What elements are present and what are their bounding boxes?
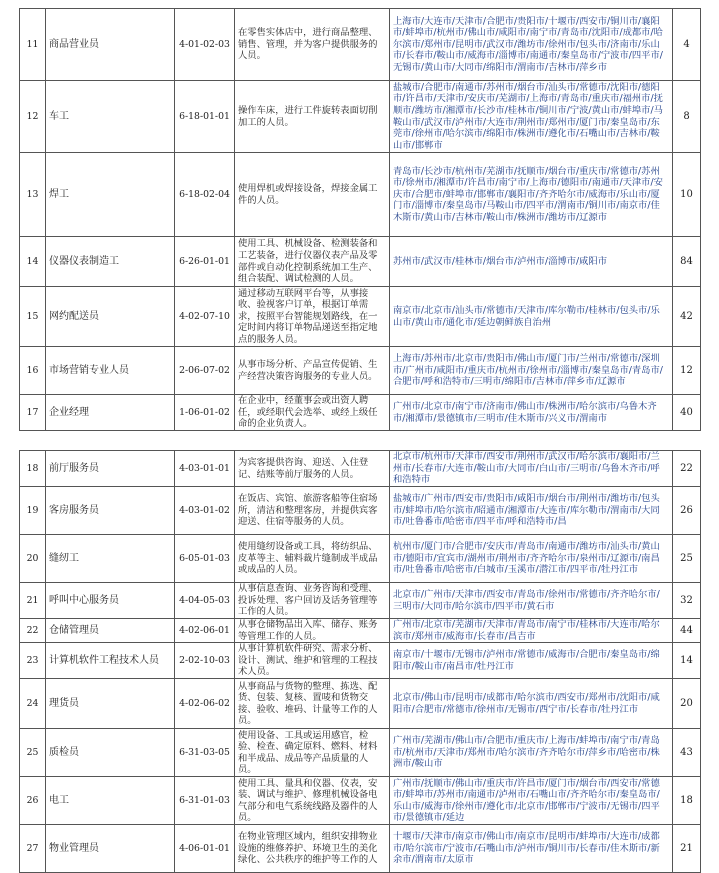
occupation-description: 从事仓储物品出入库、储存、账务等管理工作的人员。	[235, 619, 390, 643]
city-list: 盐城市/合肥市/南通市/苏州市/烟台市/汕头市/常德市/沈阳市/德阳市/许昌市/天津市/安庆市/芜湖市/上海市/青岛市/重庆市/福州市/抚顺市/潍坊市/湘潭市/长沙市/桂林市/铜川市/宁波/黄山市/蚌埠市/马鞍山市/武汉市/泸州市/大连市/荆州市/郑州市/厦门市/秦皇岛市/东莞市/徐州市/哈尔滨市/绵阳市/株洲市/遵化市/石嘴山市/吉林市/鞍山市/邯郸市	[390, 81, 673, 153]
city-list: 北京市/广州市/天津市/西安市/青岛市/徐州市/常德市/齐齐哈尔市/三明市/大同市/哈尔滨市/四平市/黄石市	[390, 583, 673, 619]
row-number: 16	[20, 347, 46, 395]
city-list: 青岛市/长沙市/杭州市/芜湖市/抚顺市/烟台市/重庆市/常德市/苏州市/徐州市/湘潭市/许昌市/南宁市/上海市/德阳市/南通市/天津市/安庆市/合肥市/蚌埠市/邯郸市/襄阳市/齐齐哈尔市/威海市/乐山市/厦门市/淄博市/秦皇岛市/马鞍山市/四平市/渭南市/铜川市/南京市/佳木斯市/黄山市/吉林市/鞍山市/株洲市/潍坊市/辽源市	[390, 153, 673, 237]
occupation-code: 4-03-01-01	[175, 451, 235, 487]
row-number: 18	[20, 451, 46, 487]
city-list: 盐城市/广州市/西安市/贵阳市/咸阳市/烟台市/荆州市/潍坊市/包头市/蚌埠市/哈尔滨市/昭通市/湘潭市/大连市/库尔勒市/渭南市/大同市/吐鲁番市/哈密市/四平市/呼和浩特市/昌	[390, 487, 673, 535]
table-row	[20, 619, 701, 643]
job-table-bottom	[19, 450, 701, 873]
row-number: 11	[20, 9, 46, 81]
demand-count: 18	[673, 777, 701, 825]
occupation-description: 通过移动互联网平台等，从事接收、验视客户订单，根据订单需求，按照平台智能规划路线，在一定时间内将订单物品递送至指定地点的服务人员。	[235, 287, 390, 347]
row-number: 17	[20, 395, 46, 431]
demand-count: 40	[673, 395, 701, 431]
occupation-name: 物业管理员	[46, 825, 175, 873]
table-row	[20, 643, 701, 679]
occupation-name: 企业经理	[46, 395, 175, 431]
occupation-name: 车工	[46, 81, 175, 153]
occupation-code: 4-01-02-03	[175, 9, 235, 81]
table-row	[20, 237, 701, 287]
table-row	[20, 535, 701, 583]
city-list: 上海市/大连市/天津市/合肥市/贵阳市/十堰市/西安市/铜川市/襄阳市/蚌埠市/杭州市/佛山市/咸阳市/南宁市/青岛市/沈阳市/成都市/哈尔滨市/郑州市/昆明市/武汉市/潍坊市/徐州市/包头市/济南市/乐山市/长春市/鞍山市/威海市/淄博市/南通市/秦皇岛市/宁波市/四平市/无锡市/黄山市/大同市/绵阳市/渭南市/吉林市/萍乡市	[390, 9, 673, 81]
occupation-description: 从事信息查询、业务咨询和受理、投诉处理、客户回访及话务管理等工作的人员。	[235, 583, 390, 619]
occupation-name: 客房服务员	[46, 487, 175, 535]
table-row	[20, 583, 701, 619]
occupation-code: 6-05-01-03	[175, 535, 235, 583]
row-number: 27	[20, 825, 46, 873]
city-list: 苏州市/武汉市/桂林市/烟台市/泸州市/淄博市/咸阳市	[390, 237, 673, 287]
demand-count: 10	[673, 153, 701, 237]
occupation-description: 在物业管理区域内，组织安排物业设施的维修养护、环境卫生的美化绿化、公共秩序的维护等工作的人	[235, 825, 390, 873]
table-row	[20, 287, 701, 347]
demand-count: 42	[673, 287, 701, 347]
city-list: 北京市/杭州市/天津市/西安市/荆州市/武汉市/哈尔滨市/襄阳市/兰州市/长春市/大连市/鞍山市/大同市/白山市/三明市/乌鲁木齐市/呼和浩特市	[390, 451, 673, 487]
occupation-description: 从事计算机软件研究、需求分析、设计、测试、维护和管理的工程技术人员。	[235, 643, 390, 679]
city-list: 广州市/芜湖市/佛山市/合肥市/重庆市/上海市/蚌埠市/南宁市/青岛市/杭州市/天津市/郑州市/哈尔滨市/齐齐哈尔市/萍乡市/哈密市/株洲市/鞍山市	[390, 729, 673, 777]
row-number: 20	[20, 535, 46, 583]
occupation-name: 理货员	[46, 679, 175, 729]
row-number: 12	[20, 81, 46, 153]
occupation-name: 计算机软件工程技术人员	[46, 643, 175, 679]
demand-count: 12	[673, 347, 701, 395]
demand-count: 20	[673, 679, 701, 729]
occupation-description: 为宾客提供咨询、迎送、入住登记、结账等前厅服务的人员。	[235, 451, 390, 487]
demand-count: 26	[673, 487, 701, 535]
city-list: 广州市/北京市/芜湖市/天津市/青岛市/南宁市/桂林市/大连市/哈尔滨市/郑州市/威海市/长春市/昌吉市	[390, 619, 673, 643]
occupation-description: 从事商品与货物的整理、拣选、配货、包装、复核、置唛和货物交接、验收、堆码、计量等工作的人员。	[235, 679, 390, 729]
table-row	[20, 347, 701, 395]
city-list: 杭州市/厦门市/合肥市/安庆市/青岛市/南通市/潍坊市/汕头市/黄山市/德阳市/宜宾市/湖州市/荆州市/齐齐哈尔市/泉州市/辽源市/南昌市/吐鲁番市/哈密市/白城市/玉溪市/潜江市/四平市/牡丹江市	[390, 535, 673, 583]
demand-count: 32	[673, 583, 701, 619]
occupation-name: 电工	[46, 777, 175, 825]
city-list: 南京市/十堰市/无锡市/泸州市/常德市/威海市/合肥市/秦皇岛市/绵阳市/鞍山市/南昌市/牡丹江市	[390, 643, 673, 679]
table-row	[20, 9, 701, 81]
row-number: 21	[20, 583, 46, 619]
occupation-description: 使用工具、量具和仪器、仪表，安装、调试与维护、修理机械设备电气部分和电气系统线路及器件的人员。	[235, 777, 390, 825]
occupation-code: 4-02-07-10	[175, 287, 235, 347]
table-row	[20, 451, 701, 487]
row-number: 26	[20, 777, 46, 825]
occupation-code: 6-18-02-04	[175, 153, 235, 237]
demand-count: 14	[673, 643, 701, 679]
occupation-code: 1-06-01-02	[175, 395, 235, 431]
occupation-description: 从事市场分析、产品宣传促销、生产经营决策咨询服务的专业人员。	[235, 347, 390, 395]
occupation-code: 4-02-06-02	[175, 679, 235, 729]
table-row	[20, 395, 701, 431]
city-list: 北京市/佛山市/昆明市/成都市/哈尔滨市/西安市/郑州市/沈阳市/咸阳市/合肥市/常德市/徐州市/无锡市/西宁市/长春市/牡丹江市	[390, 679, 673, 729]
occupation-code: 4-02-06-01	[175, 619, 235, 643]
table-row	[20, 679, 701, 729]
demand-count: 21	[673, 825, 701, 873]
demand-count: 44	[673, 619, 701, 643]
occupation-code: 6-26-01-01	[175, 237, 235, 287]
occupation-name: 焊工	[46, 153, 175, 237]
row-number: 14	[20, 237, 46, 287]
occupation-name: 呼叫中心服务员	[46, 583, 175, 619]
job-table-top	[19, 8, 701, 431]
demand-count: 8	[673, 81, 701, 153]
occupation-name: 前厅服务员	[46, 451, 175, 487]
occupation-name: 市场营销专业人员	[46, 347, 175, 395]
occupation-code: 4-06-01-01	[175, 825, 235, 873]
table-row	[20, 153, 701, 237]
occupation-code: 2-06-07-02	[175, 347, 235, 395]
table-row	[20, 81, 701, 153]
occupation-description: 操作车床，进行工件旋转表面切削加工的人员。	[235, 81, 390, 153]
demand-count: 43	[673, 729, 701, 777]
table-row	[20, 825, 701, 873]
occupation-code: 4-04-05-03	[175, 583, 235, 619]
occupation-code: 6-18-01-01	[175, 81, 235, 153]
city-list: 广州市/北京市/南宁市/济南市/佛山市/株洲市/哈尔滨市/乌鲁木齐市/湘潭市/景德镇市/三明市/佳木斯市/兴义市/渭南市	[390, 395, 673, 431]
table-row	[20, 487, 701, 535]
city-list: 上海市/苏州市/北京市/贵阳市/佛山市/厦门市/兰州市/常德市/深圳市/广州市/咸阳市/重庆市/杭州市/徐州市/淄博市/秦皇岛市/青岛市/合肥市/呼和浩特市/三明市/绵阳市/吉林市/萍乡市/辽源市	[390, 347, 673, 395]
row-number: 25	[20, 729, 46, 777]
occupation-code: 6-31-03-05	[175, 729, 235, 777]
row-number: 22	[20, 619, 46, 643]
demand-count: 25	[673, 535, 701, 583]
row-number: 19	[20, 487, 46, 535]
table-row	[20, 777, 701, 825]
occupation-code: 4-03-01-02	[175, 487, 235, 535]
row-number: 15	[20, 287, 46, 347]
occupation-code: 2-02-10-03	[175, 643, 235, 679]
occupation-description: 使用工具、机械设备、检测装备和工艺装备，进行仪器仪表产品及零部件或自动化控制系统加工生产、组合装配、调试检测的人员。	[235, 237, 390, 287]
occupation-name: 网约配送员	[46, 287, 175, 347]
row-number: 23	[20, 643, 46, 679]
occupation-description: 在饭店、宾馆、旅游客船等住宿场所，清洁和整理客房，并提供宾客迎送、住宿等服务的人员。	[235, 487, 390, 535]
row-number: 13	[20, 153, 46, 237]
occupation-description: 在企业中，经董事会或出资人聘任，或经职代会选举、或经上级任命的企业负责人。	[235, 395, 390, 431]
demand-count: 84	[673, 237, 701, 287]
city-list: 广州市/抚顺市/佛山市/重庆市/许昌市/厦门市/烟台市/西安市/常德市/蚌埠市/苏州市/南通市/泸州市/石嘴山市/齐齐哈尔市/秦皇岛市/乐山市/威海市/徐州市/遵化市/北京市/邯郸市/宁波市/无锡市/四平市/景德镇市/延边	[390, 777, 673, 825]
occupation-name: 仪器仪表制造工	[46, 237, 175, 287]
occupation-description: 使用设备、工具或运用感官，检验、检查、确定原料、燃料、材料和半成品、成品等产品质量的人员。	[235, 729, 390, 777]
demand-count: 4	[673, 9, 701, 81]
occupation-name: 仓储管理员	[46, 619, 175, 643]
occupation-description: 使用缝纫设备或工具，将纺织品、皮革等主、辅料裁片缝制成半成品或成品的人员。	[235, 535, 390, 583]
occupation-description: 在零售实体店中，进行商品整理、销售、管理，并为客户提供服务的人员。	[235, 9, 390, 81]
occupation-name: 缝纫工	[46, 535, 175, 583]
occupation-code: 6-31-01-03	[175, 777, 235, 825]
occupation-name: 商品营业员	[46, 9, 175, 81]
city-list: 十堰市/天津市/南京市/佛山市/南京市/昆明市/蚌埠市/大连市/成都市/哈尔滨市/宁波市/石嘴山市/泸州市/铜川市/长春市/佳木斯市/新余市/渭南市/太原市	[390, 825, 673, 873]
row-number: 24	[20, 679, 46, 729]
occupation-description: 使用焊机或焊接设备，焊接金属工件的人员。	[235, 153, 390, 237]
demand-count: 22	[673, 451, 701, 487]
occupation-name: 质检员	[46, 729, 175, 777]
table-row	[20, 729, 701, 777]
city-list: 南京市/北京市/汕头市/常德市/天津市/库尔勒市/桂林市/包头市/乐山市/黄山市/通化市/延边朝鲜族自治州	[390, 287, 673, 347]
